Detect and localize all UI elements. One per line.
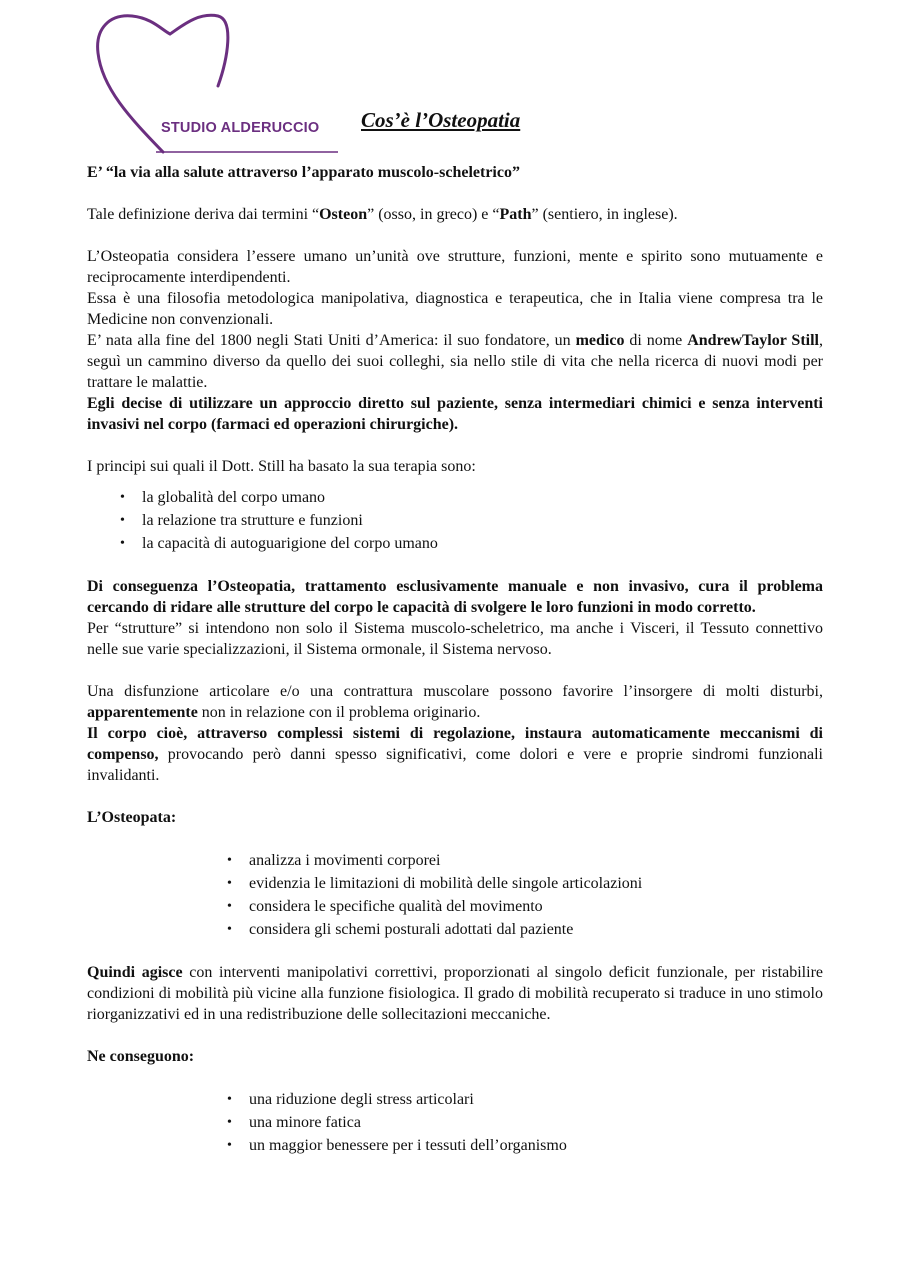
list-item: • analizza i movimenti corporei	[249, 849, 823, 872]
paragraph-unit: L’Osteopatia considera l’essere umano un’unità ove strutture, funzioni, mente e spirito sono mutuamente e reciprocamente interdipendenti.	[87, 248, 823, 286]
principles-intro: I principi sui quali il Dott. Still ha basato la sua terapia sono:	[87, 458, 476, 475]
results-list	[227, 1088, 823, 1157]
definition-paragraph: Tale definizione deriva dai termini “Osteon” (osso, in greco) e “Path” (sentiero, in inglese).	[87, 206, 678, 223]
bullet-icon: •	[227, 876, 232, 891]
bullet-icon: •	[227, 1092, 232, 1107]
bullet-icon: •	[227, 1138, 232, 1153]
bullet-icon: •	[227, 1115, 232, 1130]
paragraph-dysfunction: Una disfunzione articolare e/o una contrattura muscolare possono favorire l’insorgere di molti disturbi, apparentemente non in relazione con il problema originario.	[87, 683, 823, 721]
results-heading: Ne conseguono:	[87, 1048, 195, 1065]
list-item: • una riduzione degli stress articolari	[249, 1088, 823, 1111]
list-item: • considera gli schemi posturali adottati dal paziente	[249, 918, 823, 941]
list-item: • la globalità del corpo umano	[142, 486, 823, 509]
bullet-icon: •	[227, 853, 232, 868]
page-title: Cos’è l’Osteopatia	[361, 108, 521, 132]
paragraph-action: Quindi agisce con interventi manipolativi correttivi, proporzionati al singolo deficit funzionale, per ristabilire condizioni di mobilità più vicine alla funzione fisiologica. Il grado di mobilità recuperato si traduce in uno stimolo riorganizzativi ed in una redistribuzione delle sollecitazioni meccaniche.	[87, 964, 824, 1023]
osteopata-heading: L’Osteopata:	[87, 809, 177, 826]
paragraph-approach: Egli decise di utilizzare un approccio diretto sul paziente, senza intermediari chimici e senza interventi invasivi nel corpo (farmaci ed operazioni chirurgiche).	[87, 395, 823, 433]
paragraph-consequence: Di conseguenza l’Osteopatia, trattamento esclusivamente manuale e non invasivo, cura il problema cercando di ridare alle strutture del corpo le capacità di svolgere le loro funzioni in modo corretto.	[87, 578, 823, 616]
list-item: • considera le specifiche qualità del movimento	[249, 895, 823, 918]
logo-text: STUDIO ALDERUCCIO	[161, 120, 320, 136]
bullet-icon: •	[120, 490, 125, 505]
bullet-icon: •	[120, 536, 125, 551]
list-item: • la relazione tra strutture e funzioni	[142, 509, 823, 532]
principles-list	[120, 486, 823, 555]
list-item: • la capacità di autoguarigione del corpo umano	[142, 532, 823, 555]
paragraph-structures: Per “strutture” si intendono non solo il Sistema muscolo-scheletrico, ma anche i Visceri, il Tessuto connettivo nelle sue varie specializzazioni, il Sistema ormonale, il Sistema nervoso.	[87, 620, 823, 658]
list-item: • un maggior benessere per i tessuti dell’organismo	[249, 1134, 823, 1157]
bullet-icon: •	[227, 899, 232, 914]
list-item: • una minore fatica	[249, 1111, 823, 1134]
paragraph-compensation: Il corpo cioè, attraverso complessi sistemi di regolazione, instaura automaticamente meccanismi di compenso, provocando però danni spesso significativi, come dolori e vere e proprie sindromi funzionali invalidanti.	[87, 725, 823, 784]
intro-line: E’ “la via alla salute attraverso l’apparato muscolo-scheletrico”	[87, 164, 520, 181]
osteopata-list	[227, 849, 823, 941]
bullet-icon: •	[227, 922, 232, 937]
bullet-icon: •	[120, 513, 125, 528]
document-body	[87, 162, 823, 1157]
paragraph-history: E’ nata alla fine del 1800 negli Stati Uniti d’America: il suo fondatore, un medico di nome AndrewTaylor Still, seguì un cammino diverso da quello dei suoi colleghi, sia nello stile di vita che nella ricerca di nuovi modi per trattare le malattie.	[87, 332, 823, 391]
list-item: • evidenzia le limitazioni di mobilità delle singole articolazioni	[249, 872, 823, 895]
paragraph-philosophy: Essa è una filosofia metodologica manipolativa, diagnostica e terapeutica, che in Italia viene compresa tra le Medicine non convenzionali.	[87, 290, 823, 328]
